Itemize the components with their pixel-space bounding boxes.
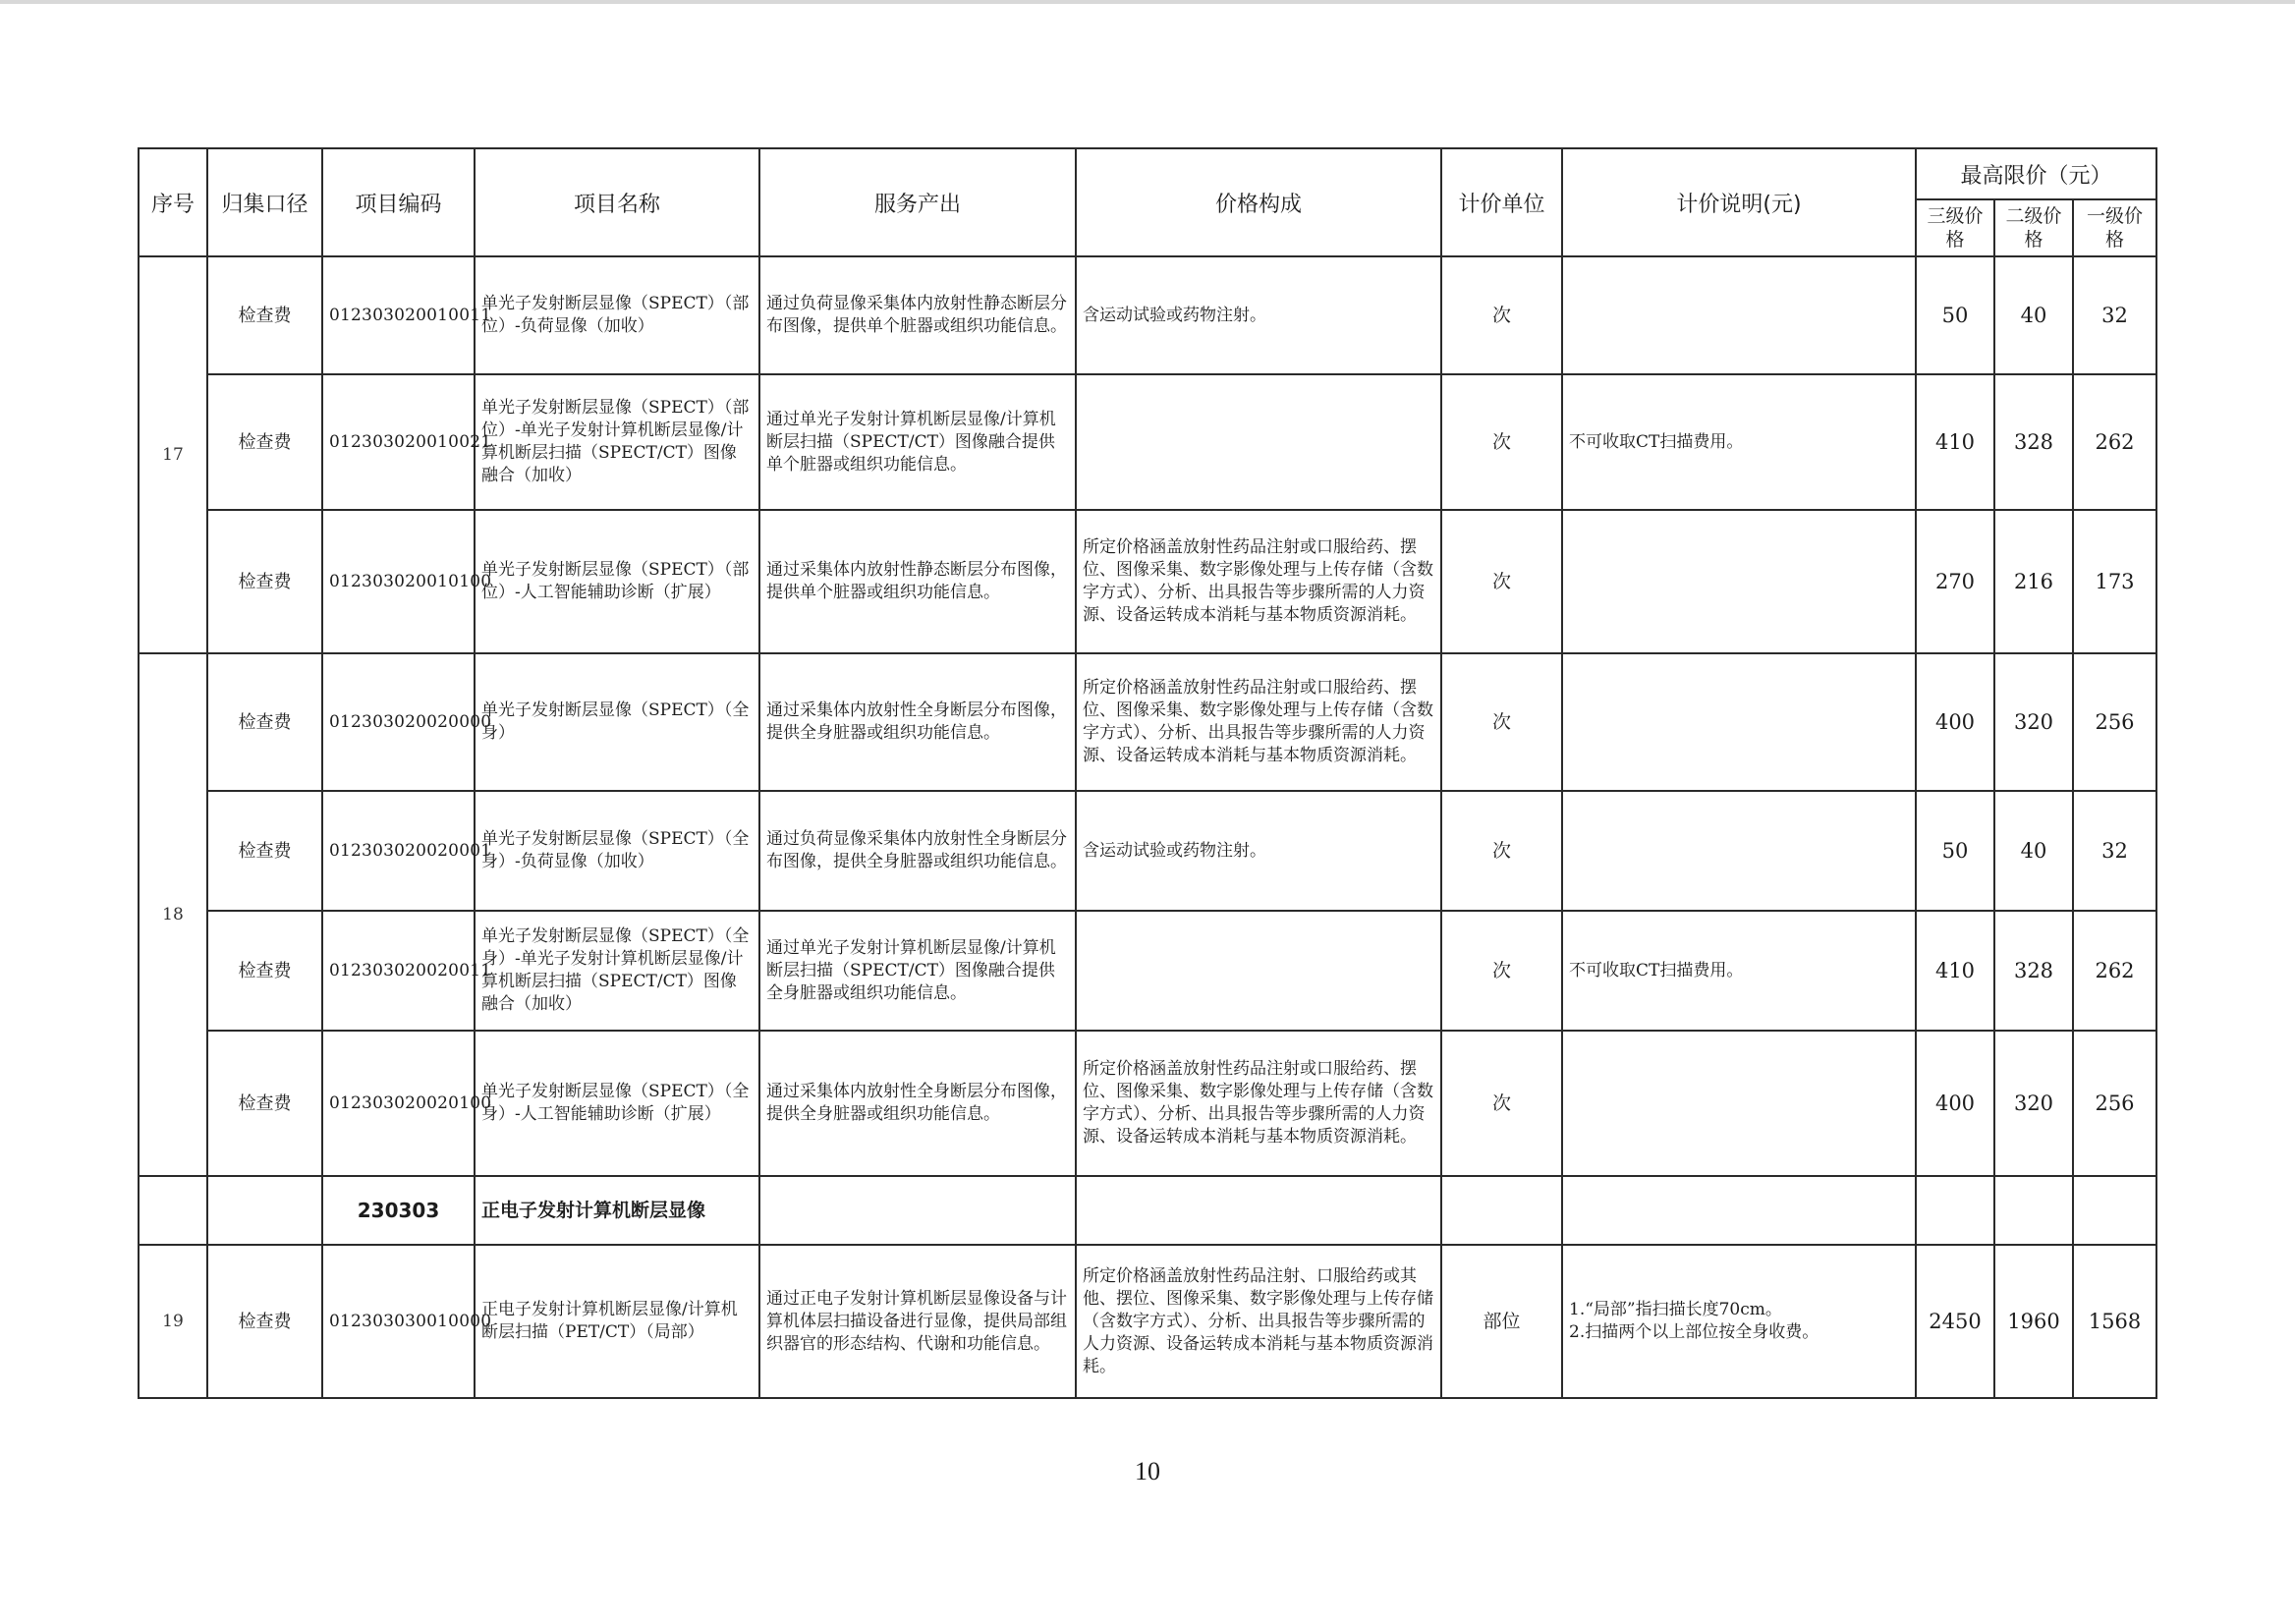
name-cell: 单光子发射断层显像（SPECT）（全身）	[475, 653, 759, 791]
price-level1-cell: 262	[2073, 374, 2156, 510]
note-cell	[1562, 510, 1916, 653]
section-empty-cell	[2073, 1176, 2156, 1245]
composition-cell	[1076, 911, 1441, 1031]
price-level2-cell: 40	[1994, 256, 2073, 374]
output-cell: 通过负荷显像采集体内放射性全身断层分布图像，提供全身脏器或组织功能信息。	[759, 791, 1076, 911]
code-cell: 012303020020000	[322, 653, 475, 791]
code-cell: 012303020020100	[322, 1031, 475, 1176]
output-cell: 通过负荷显像采集体内放射性静态断层分布图像，提供单个脏器或组织功能信息。	[759, 256, 1076, 374]
category-cell: 检查费	[207, 653, 322, 791]
category-cell: 检查费	[207, 374, 322, 510]
category-cell: 检查费	[207, 1031, 322, 1176]
unit-cell: 部位	[1441, 1245, 1562, 1398]
section-empty-cell	[759, 1176, 1076, 1245]
table-row	[139, 791, 2156, 911]
output-cell: 通过单光子发射计算机断层显像/计算机断层扫描（SPECT/CT）图像融合提供全身脏器或组织功能信息。	[759, 911, 1076, 1031]
price-table-sheet	[138, 147, 2157, 1399]
price-level1-cell: 173	[2073, 510, 2156, 653]
note-cell: 不可收取CT扫描费用。	[1562, 911, 1916, 1031]
price-table	[138, 147, 2157, 1399]
output-cell: 通过采集体内放射性全身断层分布图像，提供全身脏器或组织功能信息。	[759, 1031, 1076, 1176]
price-level2-cell: 1960	[1994, 1245, 2073, 1398]
price-level3-cell: 270	[1916, 510, 1994, 653]
price-level1-cell: 32	[2073, 256, 2156, 374]
price-level1-cell: 262	[2073, 911, 2156, 1031]
code-cell: 012303020020001	[322, 791, 475, 911]
output-cell: 通过采集体内放射性静态断层分布图像，提供单个脏器或组织功能信息。	[759, 510, 1076, 653]
price-level2-cell: 328	[1994, 374, 2073, 510]
name-cell: 单光子发射断层显像（SPECT）（部位）-负荷显像（加收）	[475, 256, 759, 374]
price-level1-cell: 256	[2073, 653, 2156, 791]
header-code: 项目编码	[322, 148, 475, 256]
output-cell: 通过采集体内放射性全身断层分布图像，提供全身脏器或组织功能信息。	[759, 653, 1076, 791]
name-cell: 单光子发射断层显像（SPECT）（部位）-人工智能辅助诊断（扩展）	[475, 510, 759, 653]
composition-cell	[1076, 374, 1441, 510]
header-unit: 计价单位	[1441, 148, 1562, 256]
note-cell	[1562, 1031, 1916, 1176]
composition-cell: 所定价格涵盖放射性药品注射或口服给药、摆位、图像采集、数字影像处理与上传存储（含数字方式）、分析、出具报告等步骤所需的人力资源、设备运转成本消耗与基本物质资源消耗。	[1076, 1031, 1441, 1176]
composition-cell: 含运动试验或药物注射。	[1076, 791, 1441, 911]
price-level3-cell: 400	[1916, 653, 1994, 791]
seq-cell: 18	[139, 653, 207, 1176]
table-row	[139, 256, 2156, 374]
section-row	[139, 1176, 2156, 1245]
category-cell: 检查费	[207, 256, 322, 374]
table-row	[139, 1031, 2156, 1176]
composition-cell: 所定价格涵盖放射性药品注射或口服给药、摆位、图像采集、数字影像处理与上传存储（含数字方式）、分析、出具报告等步骤所需的人力资源、设备运转成本消耗与基本物质资源消耗。	[1076, 510, 1441, 653]
unit-cell: 次	[1441, 791, 1562, 911]
output-cell: 通过单光子发射计算机断层显像/计算机断层扫描（SPECT/CT）图像融合提供单个脏器或组织功能信息。	[759, 374, 1076, 510]
price-level2-cell: 40	[1994, 791, 2073, 911]
section-empty-cell	[1441, 1176, 1562, 1245]
seq-cell: 19	[139, 1245, 207, 1398]
price-level1-cell: 32	[2073, 791, 2156, 911]
code-cell: 012303030010000	[322, 1245, 475, 1398]
section-empty-cell	[139, 1176, 207, 1245]
unit-cell: 次	[1441, 256, 1562, 374]
price-level3-cell: 410	[1916, 911, 1994, 1031]
header-composition: 价格构成	[1076, 148, 1441, 256]
price-level3-cell: 50	[1916, 791, 1994, 911]
name-cell: 正电子发射计算机断层显像/计算机断层扫描（PET/CT）（局部）	[475, 1245, 759, 1398]
header-name: 项目名称	[475, 148, 759, 256]
section-name: 正电子发射计算机断层显像	[475, 1176, 759, 1245]
unit-cell: 次	[1441, 653, 1562, 791]
note-cell	[1562, 653, 1916, 791]
unit-cell: 次	[1441, 1031, 1562, 1176]
code-cell: 012303020010011	[322, 256, 475, 374]
header-level2: 二级价格	[1994, 199, 2073, 256]
composition-cell: 所定价格涵盖放射性药品注射或口服给药、摆位、图像采集、数字影像处理与上传存储（含数字方式）、分析、出具报告等步骤所需的人力资源、设备运转成本消耗与基本物质资源消耗。	[1076, 653, 1441, 791]
price-level2-cell: 320	[1994, 1031, 2073, 1176]
header-output: 服务产出	[759, 148, 1076, 256]
header-seq: 序号	[139, 148, 207, 256]
unit-cell: 次	[1441, 374, 1562, 510]
header-level3: 三级价格	[1916, 199, 1994, 256]
table-row	[139, 374, 2156, 510]
note-cell: 1.“局部”指扫描长度70cm。 2.扫描两个以上部位按全身收费。	[1562, 1245, 1916, 1398]
name-cell: 单光子发射断层显像（SPECT）（全身）-负荷显像（加收）	[475, 791, 759, 911]
header-row-1	[139, 148, 2156, 199]
unit-cell: 次	[1441, 510, 1562, 653]
price-level2-cell: 320	[1994, 653, 2073, 791]
price-level2-cell: 328	[1994, 911, 2073, 1031]
note-cell	[1562, 256, 1916, 374]
section-code: 230303	[322, 1176, 475, 1245]
section-empty-cell	[1916, 1176, 1994, 1245]
table-row	[139, 510, 2156, 653]
page-number: 10	[1135, 1457, 1160, 1485]
table-row	[139, 1245, 2156, 1398]
header-max-price: 最高限价（元）	[1916, 148, 2156, 199]
note-cell: 不可收取CT扫描费用。	[1562, 374, 1916, 510]
price-level1-cell: 256	[2073, 1031, 2156, 1176]
name-cell: 单光子发射断层显像（SPECT）（全身）-单光子发射计算机断层显像/计算机断层扫描（SPECT/CT）图像融合（加收）	[475, 911, 759, 1031]
header-note: 计价说明(元)	[1562, 148, 1916, 256]
seq-cell: 17	[139, 256, 207, 653]
section-empty-cell	[1994, 1176, 2073, 1245]
header-category: 归集口径	[207, 148, 322, 256]
section-empty-cell	[207, 1176, 322, 1245]
composition-cell: 含运动试验或药物注射。	[1076, 256, 1441, 374]
scan-edge	[0, 0, 2295, 4]
category-cell: 检查费	[207, 510, 322, 653]
name-cell: 单光子发射断层显像（SPECT）（部位）-单光子发射计算机断层显像/计算机断层扫描（SPECT/CT）图像融合（加收）	[475, 374, 759, 510]
unit-cell: 次	[1441, 911, 1562, 1031]
price-level2-cell: 216	[1994, 510, 2073, 653]
section-empty-cell	[1562, 1176, 1916, 1245]
category-cell: 检查费	[207, 791, 322, 911]
table-row	[139, 653, 2156, 791]
section-empty-cell	[1076, 1176, 1441, 1245]
composition-cell: 所定价格涵盖放射性药品注射、口服给药或其他、摆位、图像采集、数字影像处理与上传存储（含数字方式）、分析、出具报告等步骤所需的人力资源、设备运转成本消耗与基本物质资源消耗。	[1076, 1245, 1441, 1398]
price-level3-cell: 50	[1916, 256, 1994, 374]
price-level3-cell: 400	[1916, 1031, 1994, 1176]
code-cell: 012303020020011	[322, 911, 475, 1031]
code-cell: 012303020010100	[322, 510, 475, 653]
category-cell: 检查费	[207, 911, 322, 1031]
price-level1-cell: 1568	[2073, 1245, 2156, 1398]
table-row	[139, 911, 2156, 1031]
output-cell: 通过正电子发射计算机断层显像设备与计算机体层扫描设备进行显像，提供局部组织器官的形态结构、代谢和功能信息。	[759, 1245, 1076, 1398]
price-level3-cell: 2450	[1916, 1245, 1994, 1398]
header-level1: 一级价格	[2073, 199, 2156, 256]
code-cell: 012303020010021	[322, 374, 475, 510]
category-cell: 检查费	[207, 1245, 322, 1398]
name-cell: 单光子发射断层显像（SPECT）（全身）-人工智能辅助诊断（扩展）	[475, 1031, 759, 1176]
note-cell	[1562, 791, 1916, 911]
price-level3-cell: 410	[1916, 374, 1994, 510]
